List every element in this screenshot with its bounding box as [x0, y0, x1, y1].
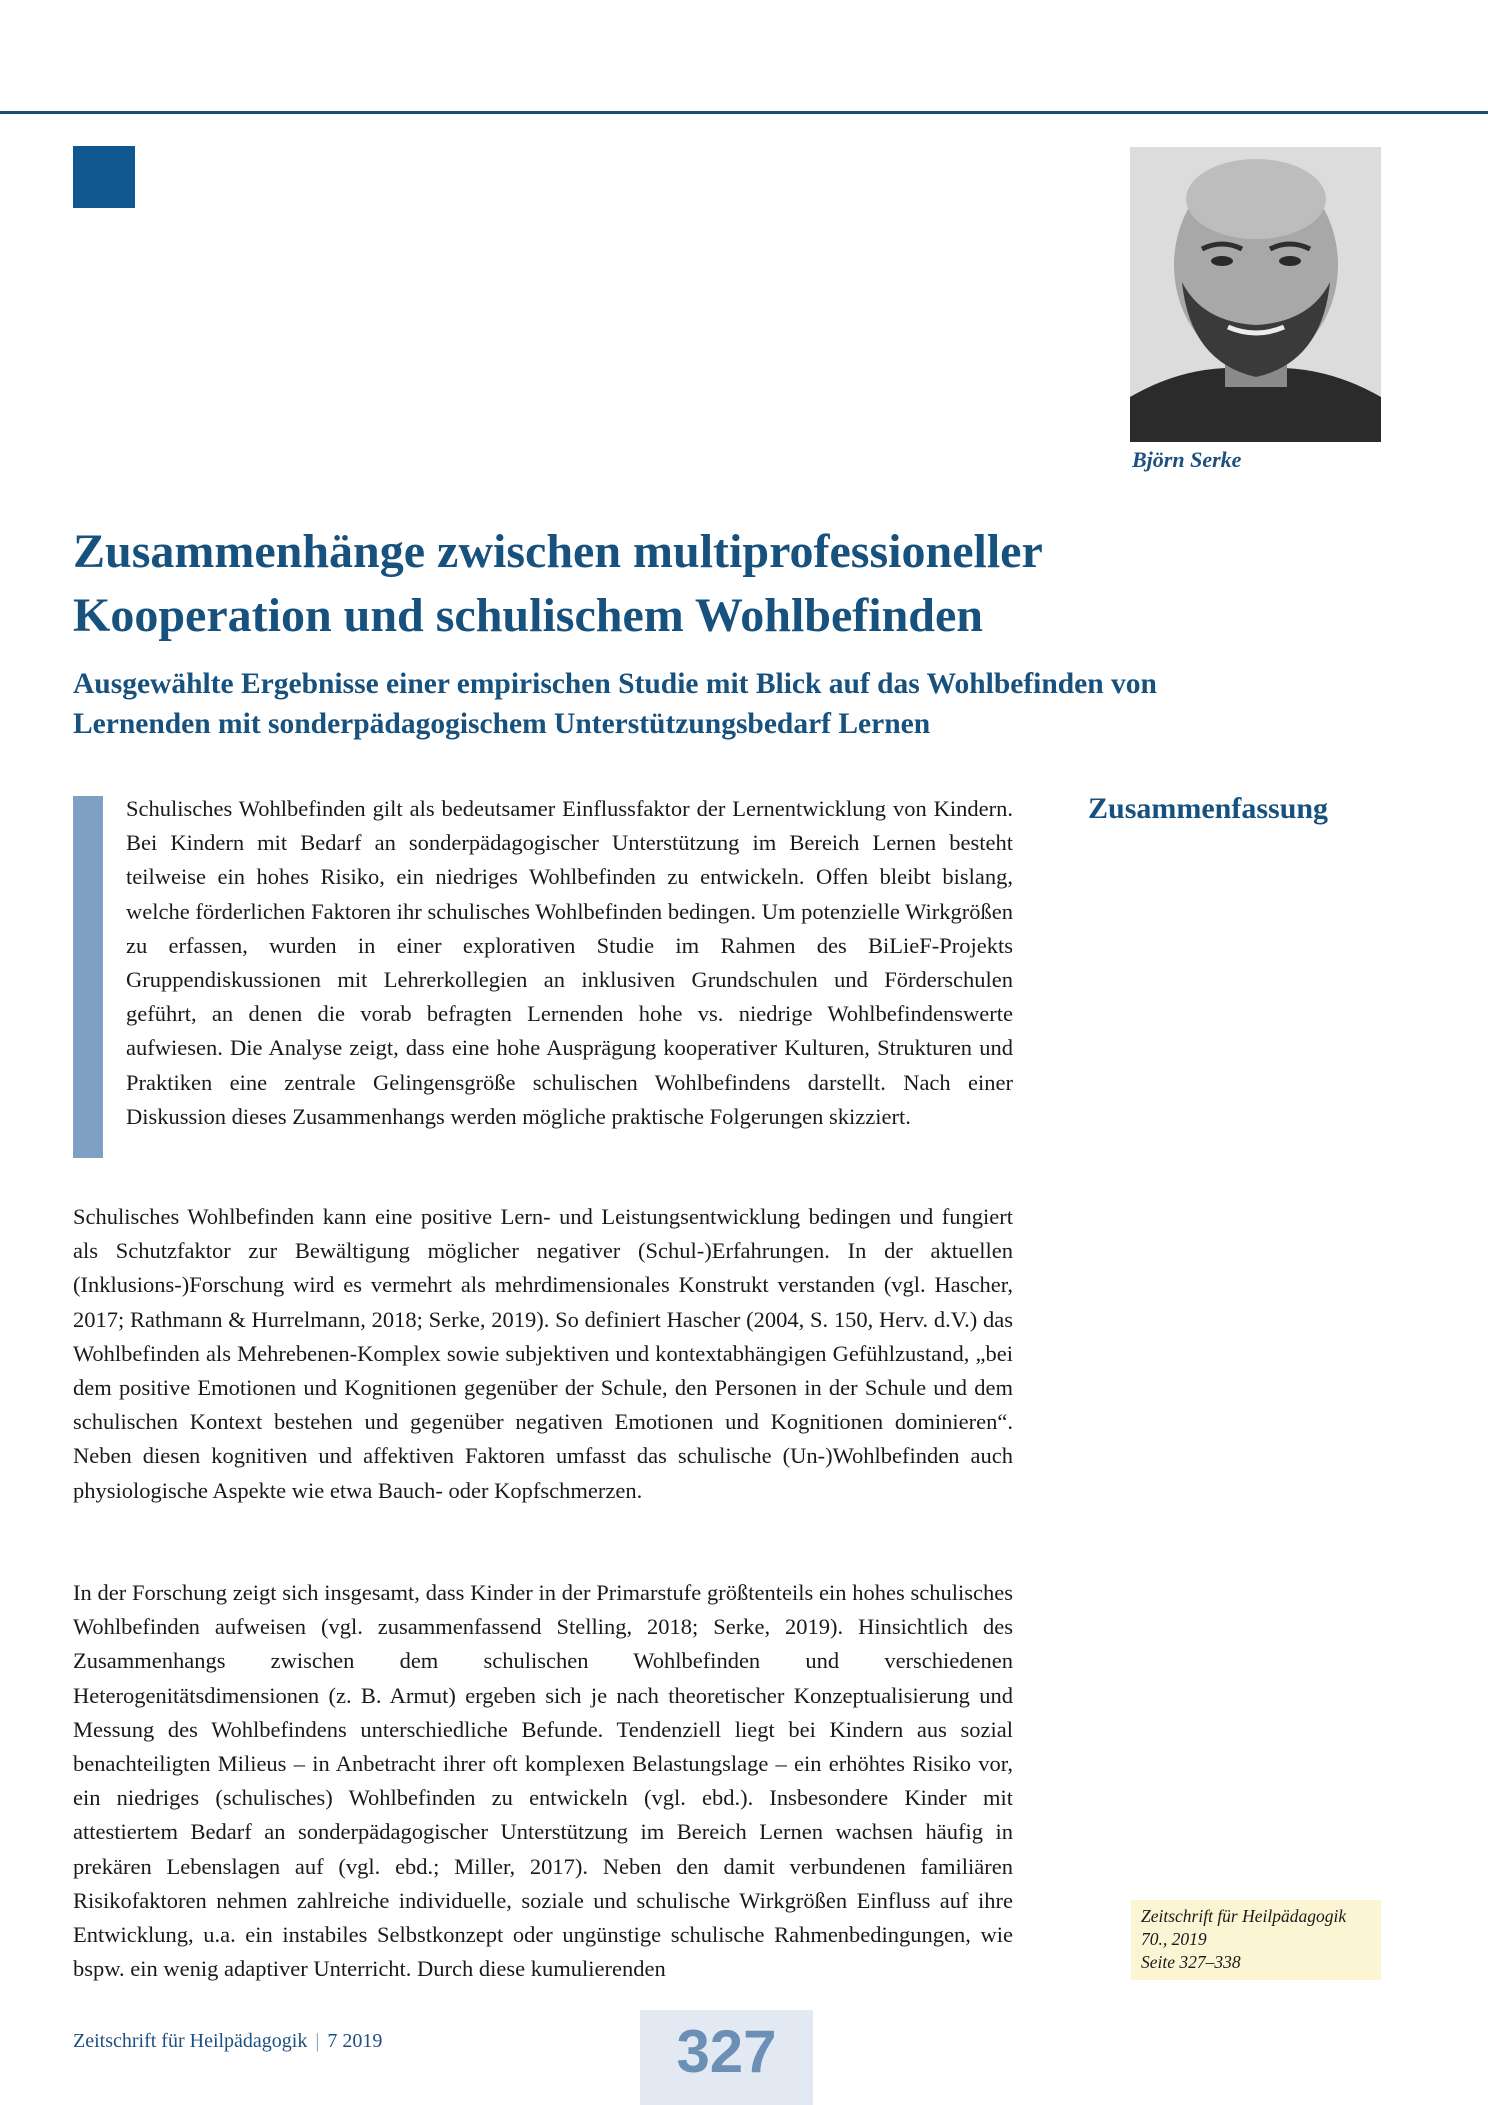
abstract-text: Schulisches Wohlbefinden gilt als bedeutsamer Einflussfaktor der Lernentwicklung von Kindern. Bei Kindern mit Bedarf an sonderpädagogischer Unterstützung im Bereich Lernen besteht teilweise ein hohes Risiko, ein niedriges Wohlbefinden zu entwickeln. Offen bleibt bislang, welche förderlichen Faktoren ihr schulisches Wohlbefinden bedingen. Um potenzielle Wirkgrößen zu erfassen, wurden in einer explorativen Studie im Rahmen des BiLieF-Projekts Gruppendiskussionen mit Lehrerkollegien an inklusiven Grundschulen und Förderschulen geführt, an denen die vorab befragten Lernenden hohe vs. niedrige Wohlbefindenswerte aufwiesen. Die Analyse zeigt, dass eine hohe Ausprägung kooperativer Kulturen, Strukturen und Praktiken eine zentrale Gelingensgröße schulischen Wohlbefindens darstellt. Nach einer Diskussion dieses Zusammenhangs werden mögliche praktische Folgerungen skizziert. [126, 796, 1013, 1129]
citation-volume: 70., 2019 [1141, 1929, 1207, 1949]
author-name: Björn Serke [1132, 447, 1242, 472]
portrait-image [1130, 147, 1381, 442]
citation-pages: Seite 327–338 [1141, 1952, 1241, 1972]
title-line-2: Kooperation und schulischem Wohlbefinden [73, 589, 983, 642]
abstract-accent-bar [73, 796, 103, 1158]
subtitle-line-2: Lernenden mit sonderpädagogischem Unterstützungsbedarf Lernen [73, 708, 931, 740]
footer-issue: 7 2019 [327, 2030, 383, 2052]
author-photo [1130, 147, 1381, 442]
footer-journal-info [73, 2030, 382, 2053]
section-marker [73, 146, 135, 208]
article-subtitle [73, 664, 1373, 744]
citation-box [1131, 1900, 1381, 1980]
page-number-box [640, 2010, 813, 2105]
body-paragraph-2: In der Forschung zeigt sich insgesamt, dass Kinder in der Primarstufe größtenteils ein hohes schulisches Wohlbefinden aufweisen (vgl. zusammenfassend Stelling, 2018; Serke, 2019). Hinsichtlich des Zusammenhangs zwischen dem schulischen Wohlbefinden und verschiedenen Heterogenitätsdimensionen (z. B. Armut) ergeben sich je nach theoretischer Konzeptualisierung und Messung des Wohlbefindens unterschiedliche Befunde. Tendenziell liegt bei Kindern aus sozial benachteiligten Milieus – in Anbetracht ihrer oft komplexen Belastungslage – ein erhöhtes Risiko vor, ein niedriges (schulisches) Wohlbefinden zu entwickeln (vgl. ebd.). Insbesondere Kinder mit attestiertem Bedarf an sonderpädagogischer Unterstützung im Bereich Lernen wachsen häufig in prekären Lebenslagen auf (vgl. ebd.; Miller, 2017). Neben den damit verbundenen familiären Risikofaktoren nehmen zahlreiche individuelle, soziale und schulische Wirkgrößen Einfluss auf ihre Entwicklung, u.a. ein instabiles Selbstkonzept oder ungünstige schulische Rahmenbedingungen, wie bspw. ein wenig adaptiver Unterricht. Durch diese kumulierenden [73, 1580, 1013, 1982]
footer-separator: | [315, 2030, 320, 2052]
footer-journal: Zeitschrift für Heilpädagogik [73, 2030, 308, 2052]
body-paragraph-1: Schulisches Wohlbefinden kann eine positive Lern- und Leistungsentwicklung bedingen und fungiert als Schutzfaktor zur Bewältigung möglicher negativer (Schul-)Erfahrungen. In der aktuellen (Inklusions-)Forschung wird es vermehrt als mehrdimensionales Konstrukt verstanden (vgl. Hascher, 2017; Rathmann & Hurrelmann, 2018; Serke, 2019). So definiert Hascher (2004, S. 150, Herv. d.V.) das Wohlbefinden als Mehrebenen-Komplex sowie subjektiven und kontextabhängigen Gefühlzustand, „bei dem positive Emotionen und Kognitionen gegenüber der Schule, den Personen in der Schule und dem schulischen Kontext bestehen und gegenüber negativen Emotionen und Kognitionen dominieren“. Neben diesen kognitiven und affektiven Faktoren umfasst das schulische (Un-)Wohlbefinden auch physiologische Aspekte wie etwa Bauch- oder Kopfschmerzen. [73, 1204, 1013, 1503]
summary-heading: Zusammenfassung [1088, 792, 1329, 825]
title-line-1: Zusammenhänge zwischen multiprofessioneller [73, 525, 1043, 578]
subtitle-line-1: Ausgewählte Ergebnisse einer empirischen Studie mit Blick auf das Wohlbefinden von [73, 668, 1157, 700]
page-number: 327 [676, 2018, 777, 2085]
citation-journal: Zeitschrift für Heilpädagogik [1141, 1906, 1347, 1926]
header-rule [0, 111, 1488, 114]
article-title [73, 520, 1313, 648]
